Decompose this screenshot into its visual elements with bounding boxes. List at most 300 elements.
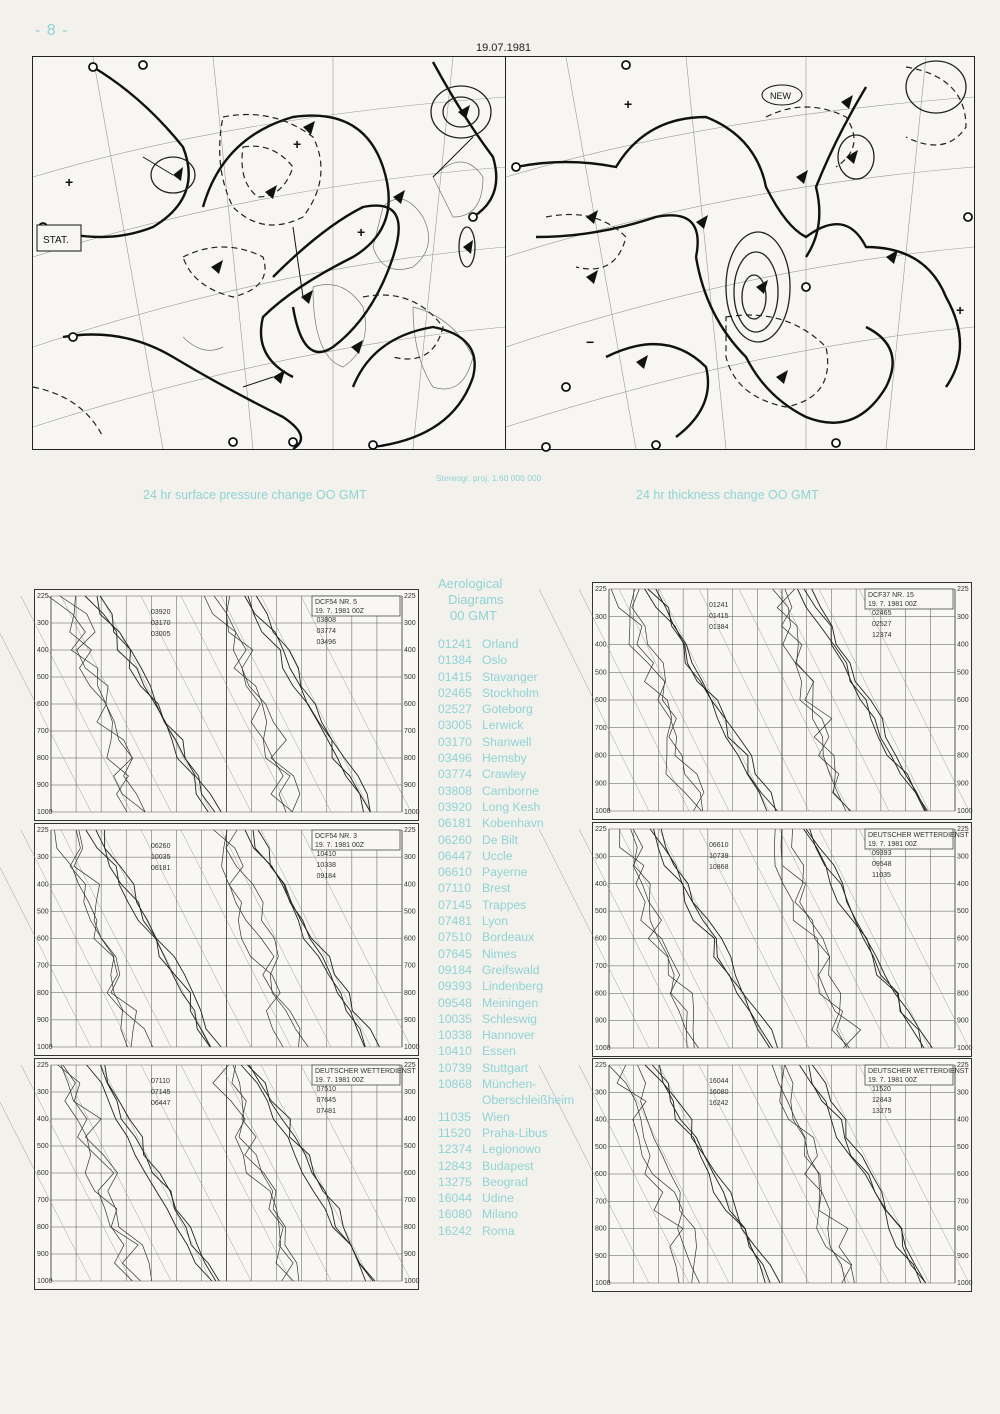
pressure-label: 225 [37, 827, 49, 834]
pressure-label: 700 [37, 728, 49, 735]
station-code: 10739 [438, 1060, 472, 1075]
aero-diagram-left-1 [34, 589, 419, 821]
right-map-caption: 24 hr thickness change OO GMT [636, 488, 819, 502]
pressure-label: 700 [595, 962, 607, 970]
station-list [438, 636, 574, 1239]
station-name: Oslo [482, 653, 508, 668]
station-name: Goteborg [482, 702, 533, 717]
pressure-label: 700 [404, 1197, 416, 1204]
pressure-label: 225 [595, 1062, 607, 1069]
station-row [438, 1158, 574, 1174]
diagram-station-code: 07510 [316, 1086, 336, 1093]
station-name: De Bilt [482, 832, 518, 847]
pressure-label: 300 [957, 853, 969, 861]
diagram-station-code: 09393 [872, 850, 892, 857]
pressure-label: 600 [957, 1171, 969, 1178]
pressure-label: 500 [595, 669, 607, 677]
pressure-label: 800 [404, 755, 416, 762]
station-name: Long Kesh [482, 799, 541, 814]
diagram-station-code: 12374 [872, 632, 892, 639]
pressure-label: 900 [37, 782, 49, 789]
station-row [438, 701, 574, 717]
pressure-label: 600 [957, 697, 969, 704]
pressure-label: 1000 [37, 1278, 53, 1285]
station-code: 07510 [438, 930, 472, 945]
station-name: Meiningen [482, 995, 539, 1010]
diagram-station-code: 03774 [316, 628, 336, 635]
pressure-label: 400 [37, 647, 49, 654]
diagram-station-code: 07110 [151, 1078, 170, 1085]
pressure-label: 1000 [404, 809, 420, 816]
diagram-station-code: 10338 [316, 862, 336, 869]
diagram-date-stamp: 19. 7. 1981 00Z [315, 608, 365, 615]
station-code: 01384 [438, 653, 472, 668]
pressure-label: 500 [595, 908, 607, 916]
station-name: Lindenberg [482, 979, 543, 994]
station-code: 07645 [438, 946, 472, 961]
station-code: 10035 [438, 1011, 472, 1026]
station-name: Lerwick [482, 718, 524, 733]
pressure-label: 500 [37, 908, 49, 916]
station-code: 10410 [438, 1044, 472, 1059]
pressure-label: 300 [957, 613, 969, 621]
station-code: 16242 [438, 1223, 472, 1238]
pressure-label: 800 [37, 989, 49, 997]
svg-text:+: + [357, 224, 366, 240]
station-name: Shanwell [482, 734, 532, 749]
station-code: 07110 [438, 881, 471, 896]
station-row [438, 685, 574, 701]
pressure-label: 400 [37, 881, 49, 889]
station-row [438, 636, 574, 652]
stat-label: STAT. [43, 235, 69, 246]
pressure-label: 600 [957, 935, 969, 943]
station-name: Greifswald [482, 962, 540, 977]
station-row [438, 669, 574, 685]
pressure-label: 400 [595, 641, 607, 649]
pressure-label: 225 [404, 827, 416, 834]
pressure-label: 700 [595, 724, 607, 732]
pressure-label: 225 [595, 826, 607, 833]
station-row [438, 750, 574, 766]
diagram-header: DCF54 NR. 3 [315, 833, 358, 840]
pressure-label: 300 [595, 1089, 607, 1097]
station-name: Stockholm [482, 685, 539, 700]
diagram-header: DCF54 NR. 5 [315, 599, 358, 606]
station-code: 03496 [438, 751, 472, 766]
pressure-label: 1000 [595, 1280, 611, 1287]
station-code: 16080 [438, 1207, 472, 1222]
pressure-label: 400 [37, 1116, 49, 1123]
diagram-station-code: 03170 [151, 620, 171, 627]
diagram-station-code: 01241 [709, 602, 729, 609]
pressure-map-drawing [33, 57, 505, 449]
diagram-station-code: 06181 [151, 865, 171, 872]
diagram-station-code: 06447 [151, 1100, 171, 1107]
diagram-station-code: 03808 [316, 617, 336, 624]
diagram-date-stamp: 19. 7. 1981 00Z [868, 841, 918, 848]
diagram-station-code: 10868 [709, 864, 729, 871]
pressure-label: 600 [37, 935, 49, 943]
pressure-label: 400 [595, 880, 607, 888]
station-code: 02465 [438, 685, 472, 700]
station-row [438, 864, 574, 880]
diagram-header: DCF37 NR. 15 [868, 592, 914, 599]
pressure-label: 500 [404, 908, 416, 916]
diagram-header: DEUTSCHER WETTERDIENST [868, 832, 969, 839]
pressure-label: 800 [957, 752, 969, 760]
pressure-label: 500 [404, 674, 416, 681]
pressure-label: 500 [595, 1143, 607, 1151]
station-name: Payerne [482, 865, 528, 880]
pressure-label: 800 [595, 1225, 607, 1233]
svg-text:+: + [293, 136, 302, 152]
station-name: Milano [482, 1207, 518, 1222]
station-name: Udine [482, 1191, 514, 1206]
pressure-label: 225 [404, 593, 416, 600]
pressure-label: 500 [404, 1143, 416, 1150]
pressure-label: 700 [595, 1198, 607, 1206]
station-name: Oberschleißheim [482, 1093, 575, 1108]
station-row [438, 1027, 574, 1043]
aero-diagram-right-1 [592, 582, 972, 820]
station-name: Praha-Libus [482, 1125, 548, 1140]
pressure-label: 800 [404, 989, 416, 997]
diagram-station-code: 13275 [872, 1108, 892, 1115]
svg-text:+: + [624, 96, 633, 112]
station-name: Essen [482, 1044, 516, 1059]
pressure-label: 1000 [957, 1045, 973, 1052]
svg-text:+: + [956, 302, 965, 318]
diagram-station-code: 07481 [316, 1108, 336, 1115]
station-code: 03774 [438, 767, 472, 782]
pressure-label: 400 [404, 881, 416, 889]
pressure-label: 800 [37, 1224, 49, 1231]
station-row [438, 1109, 574, 1125]
pressure-label: 300 [37, 1089, 49, 1096]
station-row [438, 995, 574, 1011]
pressure-label: 225 [957, 586, 969, 593]
station-code: 11035 [438, 1109, 471, 1124]
station-code: 07481 [438, 914, 472, 929]
diagram-station-code: 10035 [151, 854, 171, 861]
thickness-change-map [505, 56, 975, 450]
aero-diagram-plot [35, 1059, 418, 1289]
station-row [438, 1076, 574, 1092]
station-name: Nimes [482, 946, 517, 961]
pressure-label: 900 [957, 1252, 969, 1260]
pressure-label: 225 [404, 1062, 416, 1069]
pressure-label: 600 [404, 935, 416, 943]
station-code: 07145 [438, 897, 472, 912]
station-code: 01241 [438, 637, 472, 651]
station-name: Brest [482, 881, 511, 896]
diagram-header: DEUTSCHER WETTERDIENST [315, 1068, 416, 1075]
station-code: 01415 [438, 669, 472, 684]
pressure-label: 300 [37, 854, 49, 862]
station-row [438, 1174, 574, 1190]
aerological-title-line3: 00 GMT [450, 608, 497, 623]
station-row [438, 913, 574, 929]
diagram-station-code: 10739 [709, 853, 729, 860]
diagram-header: DEUTSCHER WETTERDIENST [868, 1068, 969, 1075]
station-row [438, 799, 574, 815]
station-row [438, 1141, 574, 1157]
pressure-label: 400 [957, 880, 969, 888]
station-code: 11520 [438, 1125, 471, 1140]
pressure-label: 700 [957, 1198, 969, 1206]
diagram-date-stamp: 19. 7. 1981 00Z [315, 1077, 365, 1084]
pressure-label: 1000 [957, 808, 973, 815]
pressure-label: 400 [404, 647, 416, 654]
pressure-label: 225 [595, 586, 607, 593]
station-code: 10338 [438, 1028, 472, 1043]
aerological-title-line2: Diagrams [448, 592, 504, 607]
diagram-station-code: 16044 [709, 1078, 729, 1085]
station-name: Roma [482, 1223, 515, 1238]
pressure-label: 225 [37, 1062, 49, 1069]
pressure-label: 400 [595, 1116, 607, 1124]
pressure-label: 600 [595, 1171, 607, 1178]
station-code: 03005 [438, 718, 472, 733]
pressure-label: 300 [595, 613, 607, 621]
pressure-label: 900 [404, 782, 416, 789]
diagram-station-code: 12843 [872, 1097, 892, 1104]
pressure-label: 800 [595, 990, 607, 998]
station-code: 12374 [438, 1142, 472, 1157]
diagram-station-code: 06260 [151, 843, 171, 850]
diagram-station-code: 11520 [872, 1086, 891, 1093]
pressure-label: 800 [595, 752, 607, 760]
station-row [438, 1223, 574, 1239]
pressure-label: 1000 [595, 1045, 611, 1052]
pressure-label: 700 [37, 1197, 49, 1204]
thickness-map-drawing [506, 57, 974, 449]
pressure-label: 500 [37, 1143, 49, 1150]
diagram-station-code: 16080 [709, 1089, 729, 1096]
station-row [438, 962, 574, 978]
station-code: 03170 [438, 734, 472, 749]
new-label: NEW [770, 91, 791, 101]
pressure-label: 600 [37, 701, 49, 708]
station-code: 06260 [438, 832, 472, 847]
pressure-label: 700 [404, 728, 416, 735]
page-number: - 8 - [35, 22, 69, 39]
pressure-label: 700 [37, 962, 49, 970]
station-row [438, 717, 574, 733]
pressure-label: 400 [957, 1116, 969, 1124]
pressure-label: 900 [957, 780, 969, 788]
station-code: 02527 [438, 702, 472, 717]
aerological-title [438, 576, 578, 624]
station-name: Schleswig [482, 1011, 537, 1026]
pressure-label: 800 [404, 1224, 416, 1231]
station-row [438, 929, 574, 945]
station-name: Uccle [482, 848, 513, 863]
station-row [438, 848, 574, 864]
station-code: 06610 [438, 865, 472, 880]
diagram-station-code: 11035 [872, 872, 891, 879]
aerological-title-line1: Aerological [438, 576, 503, 591]
station-row [438, 734, 574, 750]
pressure-label: 800 [957, 1225, 969, 1233]
pressure-label: 500 [957, 908, 969, 916]
pressure-label: 300 [404, 1089, 416, 1096]
pressure-label: 600 [37, 1170, 49, 1177]
pressure-label: 400 [404, 1116, 416, 1123]
station-name: Kobenhavn [482, 816, 544, 831]
diagram-station-code: 09184 [316, 873, 336, 880]
pressure-label: 300 [595, 853, 607, 861]
station-row [438, 652, 574, 668]
diagram-station-code: 07645 [316, 1097, 336, 1104]
pressure-label: 900 [37, 1251, 49, 1258]
station-name: Stavanger [482, 669, 538, 684]
diagram-station-code: 01415 [709, 613, 729, 620]
pressure-label: 900 [595, 780, 607, 788]
station-row [438, 1206, 574, 1222]
station-name: Wien [482, 1109, 510, 1124]
station-row [438, 815, 574, 831]
pressure-label: 300 [957, 1089, 969, 1097]
station-row [438, 1043, 574, 1059]
pressure-label: 600 [595, 697, 607, 704]
station-row [438, 880, 574, 896]
svg-text:−: − [586, 334, 595, 350]
pressure-label: 600 [404, 1170, 416, 1177]
aero-diagram-right-2 [592, 822, 972, 1057]
surface-pressure-change-map [32, 56, 506, 450]
pressure-label: 900 [595, 1017, 607, 1025]
station-code: 13275 [438, 1174, 472, 1189]
station-name: Hemsby [482, 751, 527, 766]
pressure-label: 900 [37, 1016, 49, 1024]
pressure-label: 700 [404, 962, 416, 970]
station-name: Camborne [482, 783, 539, 798]
svg-text:+: + [65, 174, 74, 190]
station-code: 03920 [438, 799, 472, 814]
diagram-station-code: 06610 [709, 842, 729, 849]
aero-diagram-right-3 [592, 1058, 972, 1292]
station-row [438, 1011, 574, 1027]
station-name: Budapest [482, 1158, 534, 1173]
pressure-label: 800 [957, 990, 969, 998]
pressure-label: 800 [37, 755, 49, 762]
aero-diagram-left-3 [34, 1058, 419, 1290]
station-row [438, 946, 574, 962]
pressure-label: 1000 [404, 1044, 420, 1051]
pressure-label: 300 [404, 620, 416, 627]
pressure-label: 1000 [37, 1044, 53, 1051]
diagram-date-stamp: 19. 7. 1981 00Z [315, 842, 365, 849]
pressure-label: 1000 [37, 809, 53, 816]
station-name: Orland [482, 637, 519, 651]
station-code [438, 1092, 482, 1108]
pressure-label: 300 [37, 620, 49, 627]
pressure-label: 700 [957, 724, 969, 732]
station-name: Crawley [482, 767, 527, 782]
diagram-station-code: 03920 [151, 609, 171, 616]
station-name: München- [482, 1077, 537, 1092]
pressure-label: 600 [595, 935, 607, 943]
aero-diagram-plot [35, 824, 418, 1055]
pressure-label: 1000 [957, 1280, 973, 1287]
station-code: 09393 [438, 979, 472, 994]
aero-diagram-plot [593, 1059, 971, 1291]
station-code: 06181 [438, 816, 472, 831]
chart-date: 19.07.1981 [476, 42, 532, 54]
diagram-station-code: 02527 [872, 621, 892, 628]
pressure-label: 1000 [595, 808, 611, 815]
aero-diagram-plot [593, 823, 971, 1056]
diagram-date-stamp: 19. 7. 1981 00Z [868, 1077, 918, 1084]
pressure-label: 300 [404, 854, 416, 862]
station-name: Bordeaux [482, 930, 535, 945]
station-code: 03808 [438, 783, 472, 798]
pressure-label: 900 [404, 1251, 416, 1258]
station-row [438, 766, 574, 782]
diagram-station-code: 03005 [151, 631, 171, 638]
station-code: 09548 [438, 995, 472, 1010]
diagram-station-code: 03496 [316, 639, 336, 646]
diagram-date-stamp: 19. 7. 1981 00Z [868, 601, 918, 608]
station-name: Trappes [482, 897, 527, 912]
diagram-station-code: 10410 [316, 851, 336, 858]
station-code: 09184 [438, 962, 472, 977]
diagram-station-code: 02465 [872, 610, 892, 617]
pressure-label: 500 [957, 1143, 969, 1151]
pressure-label: 400 [957, 641, 969, 649]
pressure-label: 500 [957, 669, 969, 677]
aero-diagram-plot [35, 590, 418, 820]
pressure-label: 1000 [404, 1278, 420, 1285]
aero-diagram-plot [593, 583, 971, 819]
station-row [438, 1125, 574, 1141]
diagram-station-code: 16242 [709, 1100, 729, 1107]
station-row [438, 832, 574, 848]
pressure-label: 225 [37, 593, 49, 600]
station-row [438, 783, 574, 799]
station-code: 10868 [438, 1077, 472, 1092]
station-row [438, 1060, 574, 1076]
station-row [438, 978, 574, 994]
station-row [438, 897, 574, 913]
station-code: 16044 [438, 1191, 472, 1206]
station-code: 12843 [438, 1158, 472, 1173]
pressure-label: 700 [957, 962, 969, 970]
aero-diagram-left-2 [34, 823, 419, 1056]
pressure-label: 225 [957, 826, 969, 833]
station-name: Hannover [482, 1028, 535, 1043]
station-row [438, 1092, 574, 1108]
pressure-label: 900 [404, 1016, 416, 1024]
station-name: Lyon [482, 914, 508, 929]
diagram-station-code: 01384 [709, 624, 729, 631]
pressure-label: 225 [957, 1062, 969, 1069]
station-row [438, 1190, 574, 1206]
station-name: Beograd [482, 1174, 529, 1189]
pressure-label: 900 [595, 1252, 607, 1260]
diagram-station-code: 09548 [872, 861, 892, 868]
pressure-label: 900 [957, 1017, 969, 1025]
station-name: Stuttgart [482, 1060, 529, 1075]
station-code: 06447 [438, 848, 472, 863]
station-name: Legionowo [482, 1142, 541, 1157]
diagram-station-code: 07145 [151, 1089, 171, 1096]
projection-note: Stereogr. proj. 1:60 000 000 [436, 473, 542, 483]
pressure-label: 600 [404, 701, 416, 708]
left-map-caption: 24 hr surface pressure change OO GMT [143, 488, 367, 502]
